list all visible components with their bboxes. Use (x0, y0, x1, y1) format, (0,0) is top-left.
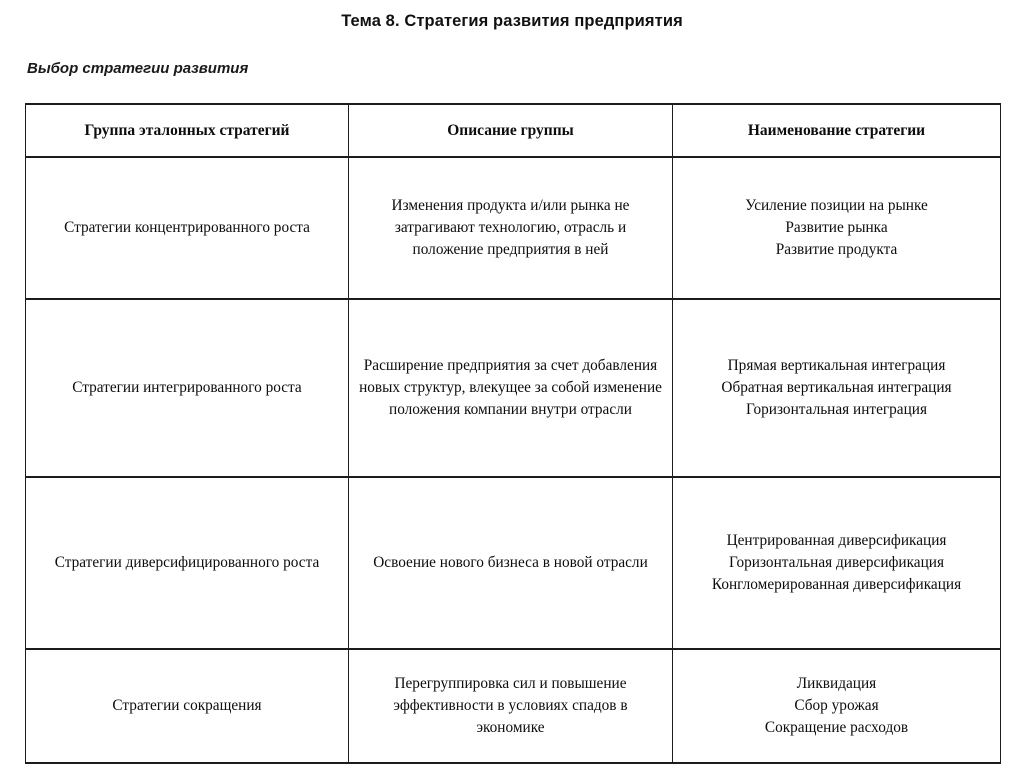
table-row (26, 157, 1001, 299)
cell-strategies: Усиление позиции на рынке Развитие рынка Развитие продукта (673, 157, 1001, 299)
strategy-table-container (25, 103, 1000, 764)
table-row (26, 649, 1001, 763)
cell-strategies: Прямая вертикальная интеграция Обратная вертикальная интеграция Горизонтальная интеграция (673, 299, 1001, 477)
cell-description: Изменения продукта и/или рынка не затрагивают технологию, отрасль и положение предприятия в ней (349, 157, 673, 299)
cell-group: Стратегии сокращения (26, 649, 349, 763)
table-row (26, 299, 1001, 477)
cell-description: Освоение нового бизнеса в новой отрасли (349, 477, 673, 649)
table-header-row (26, 104, 1001, 157)
column-header-description: Описание группы (349, 104, 673, 157)
table-row (26, 477, 1001, 649)
cell-description: Расширение предприятия за счет добавления новых структур, влекущее за собой изменение положения компании внутри отрасли (349, 299, 673, 477)
column-header-strategy-name: Наименование стратегии (673, 104, 1001, 157)
cell-description: Перегруппировка сил и повышение эффективности в условиях спадов в экономике (349, 649, 673, 763)
page-title: Тема 8. Стратегия развития предприятия (341, 12, 683, 30)
cell-group: Стратегии диверсифицированного роста (26, 477, 349, 649)
cell-group: Стратегии концентрированного роста (26, 157, 349, 299)
cell-strategies: Центрированная диверсификация Горизонтальная диверсификация Конгломерированная диверсификация (673, 477, 1001, 649)
cell-group: Стратегии интегрированного роста (26, 299, 349, 477)
table-header (26, 104, 1001, 157)
cell-strategies: Ликвидация Сбор урожая Сокращение расходов (673, 649, 1001, 763)
section-subtitle: Выбор стратегии развития (27, 59, 249, 77)
strategy-table (25, 103, 1001, 764)
table-body (26, 157, 1001, 763)
column-header-group: Группа эталонных стратегий (26, 104, 349, 157)
